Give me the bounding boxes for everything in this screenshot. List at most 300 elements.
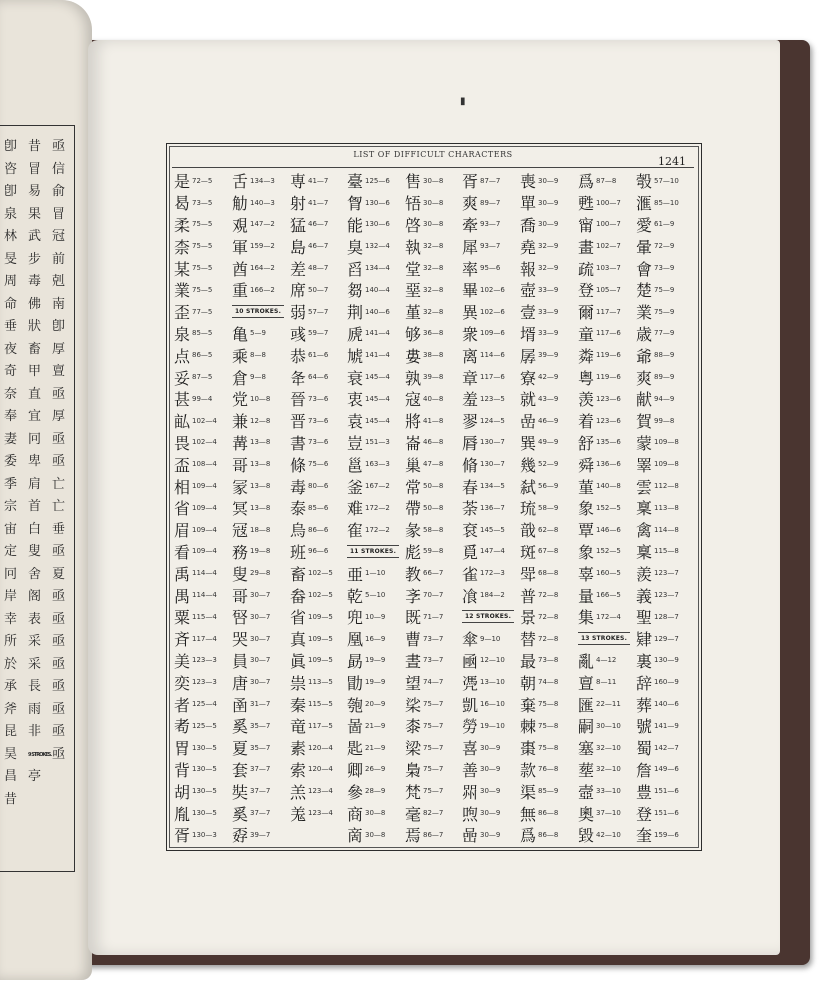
character-entry xyxy=(462,650,518,672)
character-entry xyxy=(405,715,461,737)
character: 棘 xyxy=(520,717,536,737)
character: 秦 xyxy=(290,695,306,715)
character-entry xyxy=(232,323,288,345)
left-page-character: 夏 xyxy=(52,566,65,582)
radical-reference: 43—9 xyxy=(538,394,559,403)
character-entry xyxy=(520,279,576,301)
left-page-character: 昊 xyxy=(4,746,17,762)
radical-reference: 30—9 xyxy=(480,809,501,817)
radical-reference: 103—7 xyxy=(596,264,621,273)
radical-reference: 13—8 xyxy=(250,438,271,447)
character: 晋 xyxy=(290,412,306,432)
radical-reference: 72—5 xyxy=(192,176,213,185)
radical-reference: 130—6 xyxy=(365,220,390,229)
character: 柰 xyxy=(174,237,190,257)
radical-reference: 37—7 xyxy=(250,765,271,774)
character-entry xyxy=(636,737,692,759)
radical-reference: 117—4 xyxy=(192,634,217,643)
character-entry xyxy=(462,235,518,257)
character-entry xyxy=(290,235,346,257)
character-entry xyxy=(636,344,692,366)
character: 差 xyxy=(290,259,306,279)
character-entry xyxy=(520,192,576,214)
radical-reference: 120—4 xyxy=(308,765,333,774)
character-entry xyxy=(405,628,461,650)
left-page-character: 冋 xyxy=(28,431,41,447)
character: 畆 xyxy=(174,412,190,432)
character-entry xyxy=(520,453,576,475)
character: 疏 xyxy=(578,259,594,279)
character-entry xyxy=(405,497,461,519)
character-entry xyxy=(290,584,346,606)
radical-reference: 151—6 xyxy=(654,809,679,817)
character: 務 xyxy=(232,542,248,562)
character: 歪 xyxy=(174,303,190,323)
left-page-character: 季 xyxy=(4,476,17,492)
radical-reference: 75—7 xyxy=(423,765,444,774)
character-entry xyxy=(636,366,692,388)
radical-reference: 30—8 xyxy=(365,830,386,839)
character: 軍 xyxy=(232,237,248,257)
radical-reference: 105—7 xyxy=(596,285,621,294)
character: 喌 xyxy=(462,782,478,802)
left-page-character: 首 xyxy=(28,499,41,514)
left-page-character: 卽 xyxy=(52,319,65,334)
character: 崙 xyxy=(405,433,421,453)
radical-reference: 87—7 xyxy=(480,176,501,185)
character: 象 xyxy=(578,542,594,562)
character-entry xyxy=(462,192,518,214)
radical-reference: 77—9 xyxy=(654,329,675,338)
left-page-character: 厚 xyxy=(52,341,65,357)
radical-reference: 10—8 xyxy=(250,394,271,403)
character: 號 xyxy=(636,717,652,737)
character: 倉 xyxy=(232,368,248,388)
character-entry xyxy=(347,410,403,432)
character-entry xyxy=(578,541,634,563)
character: 楚 xyxy=(636,281,652,301)
character-entry xyxy=(347,737,403,759)
character-entry xyxy=(462,257,518,279)
left-page-character: 亟 xyxy=(52,454,65,469)
character: 者 xyxy=(174,695,190,715)
radical-reference: 35—7 xyxy=(250,721,271,730)
character: 胥 xyxy=(462,172,478,192)
radical-reference: 86—8 xyxy=(538,809,559,817)
character: 虓 xyxy=(347,346,363,366)
stroke-heading xyxy=(347,541,403,563)
character-entry xyxy=(520,628,576,650)
radical-reference: 159—6 xyxy=(654,830,679,839)
character-entry xyxy=(578,780,634,802)
left-page-character: 奇 xyxy=(4,364,17,379)
character-entry xyxy=(174,802,230,824)
character: 夅 xyxy=(290,368,306,388)
radical-reference: 47—8 xyxy=(423,460,444,469)
character-entry xyxy=(232,759,288,781)
character: 畏 xyxy=(174,433,190,453)
character: 嗣 xyxy=(578,717,594,737)
character-entry xyxy=(232,453,288,475)
character: 量 xyxy=(578,586,594,606)
left-page-character: 亶 xyxy=(52,364,65,379)
character-entry xyxy=(578,453,634,475)
character: 梁 xyxy=(405,739,421,759)
character-entry xyxy=(290,453,346,475)
radical-reference: 75—7 xyxy=(423,743,444,752)
character-entry xyxy=(462,541,518,563)
character-entry xyxy=(578,410,634,432)
character: 堂 xyxy=(405,259,421,279)
character: 象 xyxy=(578,499,594,519)
character-entry xyxy=(174,475,230,497)
character: 教 xyxy=(405,564,421,584)
character-entry xyxy=(462,671,518,693)
radical-reference: 19—8 xyxy=(250,547,271,556)
character: 員 xyxy=(232,651,248,671)
radical-reference: 134—5 xyxy=(480,482,505,491)
character: 奘 xyxy=(232,782,248,802)
stroke-heading xyxy=(232,301,288,323)
character-entry xyxy=(174,759,230,781)
character-entry xyxy=(636,192,692,214)
left-page-character: 亟 xyxy=(52,431,65,447)
radical-reference: 30—8 xyxy=(423,198,444,207)
radical-reference: 123—6 xyxy=(596,416,621,425)
character: 啓 xyxy=(405,216,421,235)
character-entry xyxy=(462,802,518,824)
character-entry xyxy=(405,344,461,366)
left-page-character: 肩 xyxy=(28,476,41,492)
character: 牽 xyxy=(462,216,478,235)
radical-reference: 5—9 xyxy=(250,329,266,338)
character-entry xyxy=(347,170,403,192)
radical-reference: 151—3 xyxy=(365,438,390,447)
character: 省 xyxy=(290,608,306,628)
radical-reference: 147—4 xyxy=(480,547,505,556)
character-entry xyxy=(347,693,403,715)
left-page-character: 剋 xyxy=(52,274,65,289)
radical-reference: 19—10 xyxy=(480,721,505,730)
character-entry xyxy=(405,366,461,388)
character-entry xyxy=(520,780,576,802)
character-entry xyxy=(290,780,346,802)
character: 勖 xyxy=(347,673,363,693)
radical-reference: 32—8 xyxy=(423,307,444,316)
character-entry xyxy=(636,650,692,672)
radical-reference: 164—2 xyxy=(250,264,275,273)
character-entry xyxy=(232,737,288,759)
character-entry xyxy=(405,410,461,432)
character-entry xyxy=(232,432,288,454)
radical-reference: 4—12 xyxy=(596,656,617,665)
character-entry xyxy=(578,192,634,214)
character-entry xyxy=(520,497,576,519)
character-entry xyxy=(347,824,403,846)
character-entry xyxy=(347,279,403,301)
character: 島 xyxy=(290,237,306,257)
character-entry xyxy=(520,650,576,672)
character: 就 xyxy=(520,390,536,410)
left-page-character: 妻 xyxy=(4,431,17,447)
character: 卿 xyxy=(347,760,363,780)
radical-reference: 30—9 xyxy=(538,176,559,185)
character: 畚 xyxy=(290,586,306,606)
character: 亀 xyxy=(232,324,248,344)
character-entry xyxy=(290,214,346,236)
left-page-character: 斧 xyxy=(4,701,17,717)
character: 唐 xyxy=(232,673,248,693)
radical-reference: 119—6 xyxy=(596,351,621,360)
left-page-character: 冒 xyxy=(52,206,65,222)
character: 豊 xyxy=(636,782,652,802)
character-entry xyxy=(405,650,461,672)
radical-reference: 30—7 xyxy=(250,612,271,621)
radical-reference: 160—9 xyxy=(654,678,679,687)
character: 寇 xyxy=(405,390,421,410)
character-entry xyxy=(520,759,576,781)
character-entry xyxy=(636,279,692,301)
character-entry xyxy=(347,344,403,366)
radical-reference: 30—9 xyxy=(538,220,559,229)
character: 舒 xyxy=(578,433,594,453)
character: 堇 xyxy=(405,303,421,323)
radical-reference: 32—8 xyxy=(423,242,444,251)
radical-reference: 73—6 xyxy=(308,394,329,403)
left-page-character: 宗 xyxy=(4,499,17,514)
character: 党 xyxy=(232,390,248,410)
character: 勗 xyxy=(347,651,363,671)
character: 亂 xyxy=(578,651,594,671)
character-entry xyxy=(232,780,288,802)
radical-reference: 130—3 xyxy=(192,830,217,839)
left-page-character: 表 xyxy=(28,611,41,627)
character-entry xyxy=(636,824,692,846)
character: 是 xyxy=(174,172,190,192)
character-entry xyxy=(174,562,230,584)
character: 桬 xyxy=(405,695,421,715)
character-entry xyxy=(347,388,403,410)
character-entry xyxy=(174,344,230,366)
character: 覓 xyxy=(462,542,478,562)
character: 毀 xyxy=(578,826,594,846)
character-entry xyxy=(462,410,518,432)
left-page-character: 俞 xyxy=(52,184,65,199)
character: 凴 xyxy=(462,673,478,693)
character: 羗 xyxy=(290,804,306,824)
character: 喣 xyxy=(462,804,478,824)
radical-reference: 172—3 xyxy=(480,569,505,578)
character-entry xyxy=(578,366,634,388)
left-page-character: 亡 xyxy=(52,476,65,492)
radical-reference: 113—8 xyxy=(654,503,679,512)
radical-reference: 145—4 xyxy=(365,416,390,425)
character-entry xyxy=(636,715,692,737)
character: 曹 xyxy=(405,630,421,650)
character-entry xyxy=(405,257,461,279)
character-entry xyxy=(520,475,576,497)
character: 堯 xyxy=(520,237,536,257)
radical-reference: 57—10 xyxy=(654,176,679,185)
left-page-character: 阁 xyxy=(28,589,41,604)
character-entry xyxy=(462,584,518,606)
character: 婁 xyxy=(405,346,421,366)
radical-reference: 109—5 xyxy=(308,612,333,621)
radical-reference: 56—9 xyxy=(538,482,559,491)
character-entry xyxy=(462,323,518,345)
left-page-character: 舍 xyxy=(28,566,41,582)
radical-reference: 46—7 xyxy=(308,242,329,251)
character: 脩 xyxy=(462,455,478,475)
character: 袁 xyxy=(347,412,363,432)
character-entry xyxy=(232,693,288,715)
character: 畫 xyxy=(578,237,594,257)
radical-reference: 108—4 xyxy=(192,460,217,469)
radical-reference: 41—7 xyxy=(308,198,329,207)
radical-reference: 85—10 xyxy=(654,198,679,207)
character-entry xyxy=(636,432,692,454)
radical-reference: 140—3 xyxy=(250,198,275,207)
radical-reference: 123—5 xyxy=(480,394,505,403)
character-entry xyxy=(174,301,230,323)
left-page-frame xyxy=(0,125,75,872)
character: 葬 xyxy=(636,695,652,715)
character: 渠 xyxy=(520,782,536,802)
character: 看 xyxy=(174,542,190,562)
character-entry xyxy=(462,824,518,846)
left-page-character: 畜 xyxy=(28,341,41,357)
character-column xyxy=(290,170,346,824)
character-entry xyxy=(636,606,692,628)
character-entry xyxy=(578,257,634,279)
radical-reference: 132—4 xyxy=(365,242,390,251)
radical-reference: 75—9 xyxy=(654,307,675,316)
character-entry xyxy=(232,824,288,846)
character: 粤 xyxy=(578,368,594,388)
character-entry xyxy=(174,323,230,345)
character-entry xyxy=(578,323,634,345)
character-entry xyxy=(578,170,634,192)
left-page-column xyxy=(4,136,22,811)
radical-reference: 167—2 xyxy=(365,482,390,491)
left-page-character: 亟 xyxy=(52,724,65,739)
character-entry xyxy=(520,802,576,824)
character: 蒙 xyxy=(636,433,652,453)
radical-reference: 115—4 xyxy=(192,612,217,621)
character: 烏 xyxy=(290,521,306,541)
character: 稟 xyxy=(636,542,652,562)
character: 喪 xyxy=(520,172,536,192)
character-entry xyxy=(290,628,346,650)
character: 爺 xyxy=(636,346,652,366)
character-column xyxy=(520,170,576,846)
left-page-character: 雨 xyxy=(28,701,41,717)
radical-reference: 46—7 xyxy=(308,220,329,229)
character-entry xyxy=(174,824,230,846)
left-page-character: 毒 xyxy=(28,274,41,289)
character: 甯 xyxy=(578,216,594,235)
character: 美 xyxy=(174,651,190,671)
radical-reference: 89—9 xyxy=(654,373,675,382)
character: 童 xyxy=(578,324,594,344)
character-entry xyxy=(174,257,230,279)
left-page-character: 白 xyxy=(28,521,41,537)
character: 喦 xyxy=(462,826,478,846)
radical-reference: 9—10 xyxy=(480,634,501,643)
character: 奕 xyxy=(174,673,190,693)
radical-reference: 12—8 xyxy=(250,416,271,425)
character-entry xyxy=(520,257,576,279)
character-entry xyxy=(174,541,230,563)
character-entry xyxy=(462,301,518,323)
character: 戠 xyxy=(520,521,536,541)
character: 匙 xyxy=(347,739,363,759)
character: 望 xyxy=(405,673,421,693)
character-entry xyxy=(578,584,634,606)
character: 真 xyxy=(290,630,306,650)
character: 單 xyxy=(520,194,536,214)
character-entry xyxy=(174,170,230,192)
character-entry xyxy=(520,410,576,432)
character-entry xyxy=(174,497,230,519)
character: 辜 xyxy=(578,564,594,584)
radical-reference: 89—7 xyxy=(480,198,501,207)
radical-reference: 145—5 xyxy=(480,525,505,534)
character: 覌 xyxy=(232,216,248,235)
character-entry xyxy=(636,257,692,279)
character: 虒 xyxy=(347,324,363,344)
character-entry xyxy=(405,170,461,192)
character-entry xyxy=(174,715,230,737)
character: 猛 xyxy=(290,216,306,235)
character: 書 xyxy=(290,433,306,453)
character-entry xyxy=(636,323,692,345)
left-page-character: 奈 xyxy=(4,386,17,402)
radical-reference: 109—4 xyxy=(192,503,217,512)
character: 羞 xyxy=(462,390,478,410)
character-entry xyxy=(232,388,288,410)
radical-reference: 20—9 xyxy=(365,700,386,709)
left-page-character: 林 xyxy=(4,229,17,244)
character-entry xyxy=(232,671,288,693)
character-entry xyxy=(578,737,634,759)
character: 會 xyxy=(636,259,652,279)
radical-reference: 37—7 xyxy=(250,809,271,817)
radical-reference: 33—10 xyxy=(596,787,621,796)
radical-reference: 75—7 xyxy=(423,721,444,730)
character-entry xyxy=(520,519,576,541)
radical-reference: 39—8 xyxy=(423,373,444,382)
character-entry xyxy=(578,432,634,454)
character: 塟 xyxy=(578,760,594,780)
character-entry xyxy=(347,715,403,737)
character-entry xyxy=(174,693,230,715)
radical-reference: 5—10 xyxy=(365,591,386,600)
radical-reference: 159—2 xyxy=(250,242,275,251)
character: 傘 xyxy=(462,630,478,650)
character-entry xyxy=(520,541,576,563)
radical-reference: 46—8 xyxy=(423,438,444,447)
character-entry xyxy=(347,366,403,388)
character: 替 xyxy=(520,630,536,650)
character-entry xyxy=(578,759,634,781)
radical-reference: 61—9 xyxy=(654,220,675,229)
radical-reference: 31—7 xyxy=(250,700,271,709)
radical-reference: 30—9 xyxy=(480,787,501,796)
radical-reference: 130—6 xyxy=(365,198,390,207)
character: 裏 xyxy=(636,651,652,671)
radical-reference: 58—8 xyxy=(423,525,444,534)
